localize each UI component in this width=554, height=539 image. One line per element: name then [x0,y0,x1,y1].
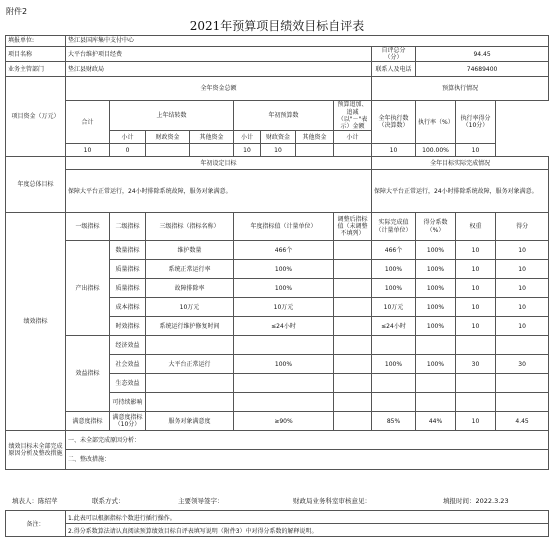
indicator-target: ≥90% [234,412,334,431]
indicator-l3 [146,336,234,355]
indicator-score: 4.45 [496,412,549,431]
note-2: 2.得分系数算法请认真阅读预算绩效目标自评表填写说明（附件3）中对得分系数的解释说明。 [66,524,549,537]
init-other-header: 其他资金 [296,131,334,144]
init-fiscal-value: 10 [261,144,296,157]
indicator-l3 [146,374,234,393]
indicator-target: 100% [234,279,334,298]
weight-header: 权重 [456,213,496,241]
carry-subtotal-header: 小计 [110,131,146,144]
actual-header: 实际完成值（计量单位） [372,213,416,241]
indicator-coef: 100% [416,279,456,298]
signature-line [8,496,548,508]
indicator-weight: 10 [456,412,496,431]
note-1: 1.此表可以根据指标个数进行插行操作。 [66,511,549,524]
set-goal-text: 保障大平台正常运行，24小时排除系统故障，服务对象满意。 [66,170,372,213]
indicator-l3: 故障排除率 [146,279,234,298]
init-fiscal-header: 财政资金 [261,131,296,144]
indicator-weight [456,336,496,355]
done-goal-text: 保障大平台正常运行，24小时排除系统故障，服务对象满意。 [372,170,549,213]
notes-table [5,510,549,537]
indicator-l3: 大平台正常运行 [146,355,234,374]
indicator-weight [456,393,496,412]
annual-goal-label: 年度总体目标 [6,157,66,213]
indicator-score [496,374,549,393]
indicator-weight: 30 [456,355,496,374]
indicator-score: 10 [496,241,549,260]
carry-other-header: 其他资金 [190,131,234,144]
indicator-target: 466个 [234,241,334,260]
analysis-reason: 一、未全部完成原因分析： [66,431,549,450]
indicator-weight: 10 [456,298,496,317]
adjusted-header: 调整后指标值（未调整不填列） [334,213,372,241]
evaluation-table [5,35,549,470]
done-goal-header: 全年目标实际完成情况 [372,157,549,170]
indicator-coef: 100% [416,260,456,279]
project-name-label: 项目名称 [6,47,66,62]
indicator-coef: 100% [416,355,456,374]
indicator-l2: 成本指标 [110,298,146,317]
indicator-score: 10 [496,260,549,279]
exec-header: 预算执行情况 [372,77,549,101]
indicator-l3: 服务对象满意度 [146,412,234,431]
indicator-actual: 466个 [372,241,416,260]
indicator-l2: 数量指标 [110,241,146,260]
indicator-coef: 100% [416,241,456,260]
indicator-target [234,374,334,393]
analysis-measures: 二、整改措施： [66,450,549,470]
annual-funds-header: 全年资金总额 [66,77,372,101]
indicator-score: 30 [496,355,549,374]
exec-rate-value: 100.00% [416,144,456,157]
funds-label: 项目资金（万元） [6,77,66,157]
init-subtotal-header: 小计 [234,131,261,144]
indicator-l2: 经济效益 [110,336,146,355]
indicator-actual: ≤24小时 [372,317,416,336]
indicator-target: 10万元 [234,298,334,317]
indicator-coef [416,393,456,412]
indicator-target [234,393,334,412]
carry-subtotal-value: 0 [110,144,146,157]
indicator-actual [372,393,416,412]
leader-signature: 主要领导签字： [178,497,224,505]
indicator-weight: 10 [456,279,496,298]
contact-field: 联系方式： [92,497,125,505]
indicator-actual: 10万元 [372,298,416,317]
level1-header: 一级指标 [66,213,110,241]
indicator-actual: 100% [372,260,416,279]
level3-header: 三级指标（指标名称） [146,213,234,241]
indicator-coef: 100% [416,298,456,317]
exec-total-header: 全年执行数（决算数） [372,101,416,144]
indicator-score: 10 [496,317,549,336]
notes-label: 备注： [6,511,66,537]
project-name-value: 大平台维护项目经费 [66,47,372,62]
indicator-l2: 质量指标 [110,279,146,298]
total-header: 合计 [66,101,110,144]
self-score-label: 自评总分（分） [372,47,416,62]
filler-unit-label: 填报单位: [6,36,66,47]
indicator-actual [372,336,416,355]
total-value: 10 [66,144,110,157]
set-goal-header: 年初设定目标 [66,157,372,170]
indicator-l2: 质量指标 [110,260,146,279]
indicator-actual: 100% [372,279,416,298]
dept-label: 业务主管部门 [6,62,66,77]
exec-total-value: 10 [372,144,416,157]
satisfaction-indicator-label: 满意度指标 [66,412,110,431]
contact-label: 联系人及电话 [372,62,416,77]
indicator-score: 10 [496,298,549,317]
carryover-header: 上年结转数 [110,101,234,131]
indicator-l3: 10万元 [146,298,234,317]
indicator-weight: 10 [456,317,496,336]
indicator-coef [416,374,456,393]
effect-indicator-label: 效益指标 [66,336,110,412]
indicator-coef: 100% [416,317,456,336]
indicator-weight: 10 [456,260,496,279]
indicator-l2: 时效指标 [110,317,146,336]
indicator-actual: 100% [372,355,416,374]
carry-fiscal-header: 财政资金 [146,131,190,144]
indicator-l3 [146,393,234,412]
finance-review: 财政局业务科室审核意见： [293,497,371,505]
coef-header: 得分系数（%） [416,213,456,241]
page-title: 2021年预算项目绩效目标自评表 [189,19,365,33]
self-score-value: 94.45 [416,47,549,62]
attachment-label: 附件2 [6,7,28,16]
indicator-l2: 满意度指标（10分） [110,412,146,431]
indicator-score [496,336,549,355]
level2-header: 二级指标 [110,213,146,241]
indicator-score [496,393,549,412]
indicator-weight [456,374,496,393]
indicator-target: ≤24小时 [234,317,334,336]
score-header: 得分 [496,213,549,241]
filler-unit-value: 垫江县国库集中支付中心 [66,36,549,47]
indicator-weight: 10 [456,241,496,260]
indicator-l3: 系统运行维护修复时间 [146,317,234,336]
filler-name: 填表人：陈绍苹 [12,497,58,505]
indicator-coef [416,336,456,355]
indicator-target: 100% [234,260,334,279]
adjust-subtotal-header: 小计 [334,131,372,144]
indicator-l2: 可持续影响 [110,393,146,412]
indicator-actual [372,374,416,393]
adjust-header: 预算追加、追减（以"－"表示）金额 [334,101,372,131]
output-indicator-label: 产出指标 [66,241,110,336]
initial-budget-header: 年初预算数 [234,101,334,131]
exec-rate-header: 执行率（%） [416,101,456,144]
indicator-l3: 维护数量 [146,241,234,260]
indicator-score: 10 [496,279,549,298]
analysis-label: 绩效目标未全部完成原因分析及整改措施 [6,431,66,470]
indicator-target: 100% [234,355,334,374]
indicator-l2: 社会效益 [110,355,146,374]
dept-value: 垫江县财政局 [66,62,372,77]
init-subtotal-value: 10 [234,144,261,157]
target-header: 年度指标值（计量单位） [234,213,334,241]
indicator-target [234,336,334,355]
exec-score-header: 执行率得分（10分） [456,101,496,144]
indicator-l3: 系统正常运行率 [146,260,234,279]
contact-value: 74689400 [416,62,549,77]
indicator-l2: 生态效益 [110,374,146,393]
indicator-actual: 85% [372,412,416,431]
indicators-label: 绩效指标 [6,213,66,431]
fill-date: 填报时间：2022.3.23 [443,497,509,505]
exec-score-value: 10 [456,144,496,157]
indicator-coef: 44% [416,412,456,431]
